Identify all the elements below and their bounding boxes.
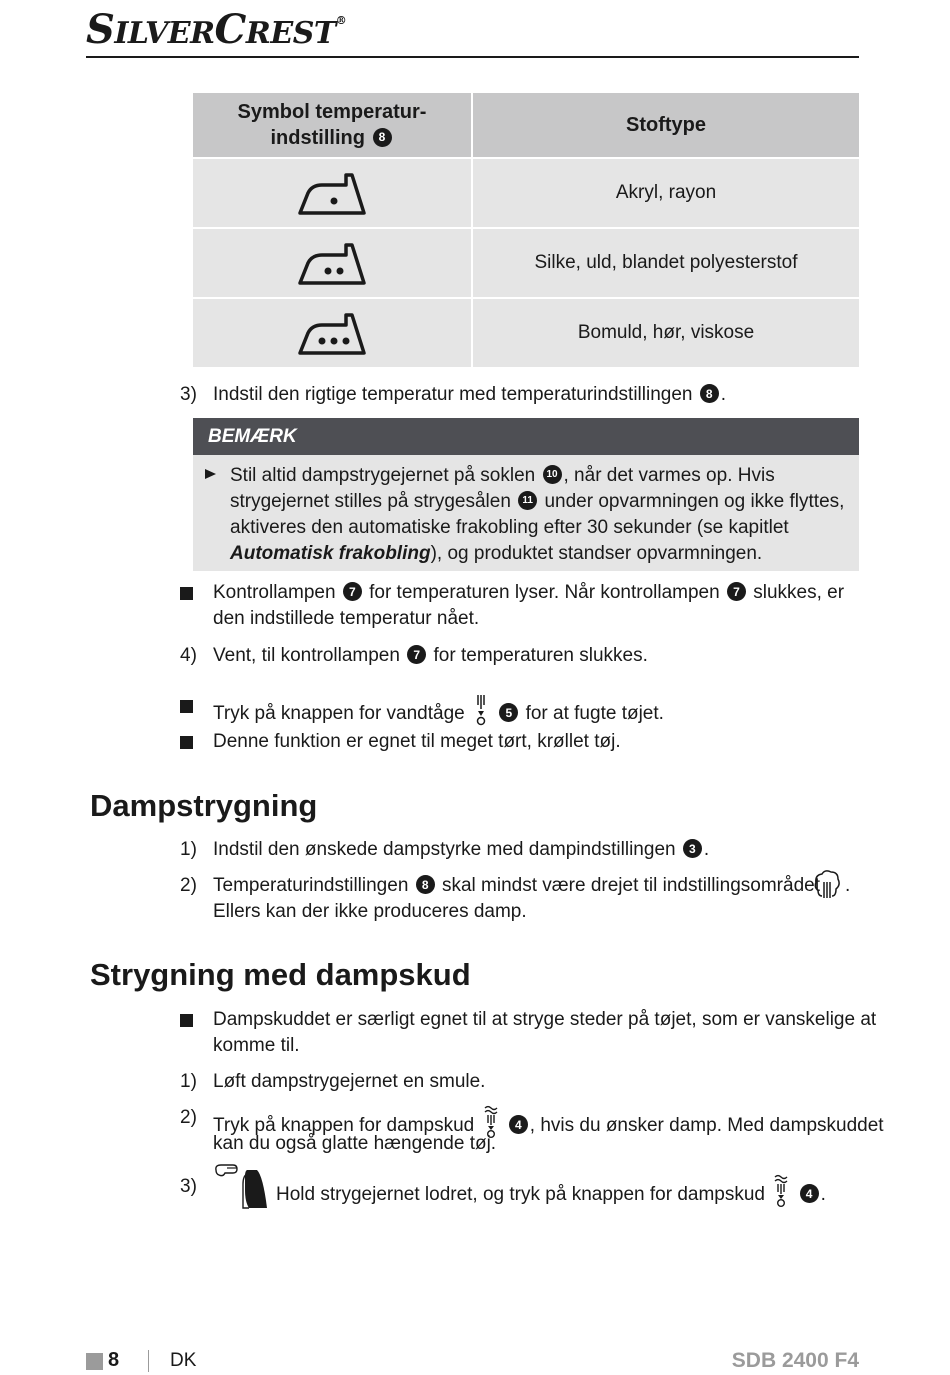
bullet-text-line2: den indstillede temperatur nået. [213, 608, 480, 629]
spray-mist-icon [474, 693, 488, 727]
ref-number-badge: 3 [683, 839, 702, 858]
bullet-text: Kontrollampen 7 for temperaturen lyser. Når kontrollampen 7 slukkes, er [213, 582, 845, 603]
iron-three-dots-icon [193, 297, 473, 367]
ref-number-badge: 8 [416, 875, 435, 894]
ref-number-badge: 7 [407, 645, 426, 664]
page-number: 8 [108, 1349, 120, 1371]
bullet-square-icon [180, 736, 193, 749]
iron-one-dot-icon [193, 157, 473, 227]
table-header-row [193, 93, 859, 157]
fabric-cell: Silke, uld, blandet polyesterstof [473, 227, 859, 297]
table-row [193, 157, 859, 227]
iron-two-dots-icon [193, 227, 473, 297]
chapter-reference: Automatisk frakobling [230, 543, 431, 564]
bullet-square-icon [180, 1014, 193, 1027]
section-title: Strygning med dampskud [90, 957, 471, 992]
ref-number-badge: 7 [727, 582, 746, 601]
footer-divider [148, 1350, 149, 1372]
step-text: Løft dampstrygejernet en smule. [213, 1071, 486, 1092]
step-marker: 2) [180, 1107, 197, 1128]
arrow-bullet-icon [205, 469, 216, 479]
bullet-square-icon [180, 700, 193, 713]
table-header-fabric: Stoftype [473, 93, 859, 157]
step-marker: 1) [180, 1071, 197, 1092]
bullet-text: Tryk på knappen for vandtåge 5 for at fugte tøjet. [213, 693, 664, 727]
note-title: BEMÆRK [193, 418, 859, 455]
bullet-text: Dampskuddet er særligt egnet til at stryge steder på tøjet, som er vanskelige at [213, 1009, 877, 1030]
step-text: Indstil den ønskede dampstyrke med dampindstillingen 3 . [213, 839, 710, 860]
ref-number-badge: 10 [543, 465, 562, 484]
bullet-square-icon [180, 587, 193, 600]
note-text: Stil altid dampstrygejernet på soklen 10 , når det varmes op. Hvis strygejernet stilles på strygesålen 11 under opvarmningen og ikke flyttes, aktiveres den automatiske frakobling efter 30 sekunder (se kapitlet Automatisk frakobling), og produktet standser opvarmningen. [230, 465, 845, 564]
vertical-iron-icon [213, 1162, 271, 1210]
step-text-line2: kan du også glatte hængende tøj. [213, 1133, 497, 1154]
steam-range-icon [813, 868, 841, 900]
ref-number-badge: 8 [373, 128, 392, 147]
step-text-line2: Ellers kan der ikke produceres damp. [213, 901, 527, 922]
steam-burst-icon [773, 1174, 789, 1208]
step-text: Hold strygejernet lodret, og tryk på knappen for dampskud 4 . [276, 1174, 826, 1208]
step-marker: 3) [180, 384, 197, 405]
header-rule [86, 56, 859, 58]
ref-number-badge: 4 [509, 1115, 528, 1134]
step-3-text: Indstil den rigtige temperatur med temperaturindstillingen 8 . [213, 384, 727, 405]
ref-number-badge: 5 [499, 703, 518, 722]
language-code: DK [170, 1350, 197, 1371]
footer-square-icon [86, 1353, 103, 1370]
ref-number-badge: 11 [518, 491, 537, 510]
temperature-table [193, 93, 859, 367]
step-text: Tryk på knappen for dampskud 4 , hvis du ønsker damp. Med dampskuddet [213, 1105, 884, 1139]
step-4-text: Vent, til kontrollampen 7 for temperaturen slukkes. [213, 645, 648, 666]
step-marker: 1) [180, 839, 197, 860]
ref-number-badge: 7 [343, 582, 362, 601]
brand-logo: SILVERCREST® [86, 6, 347, 53]
bullet-text: Denne funktion er egnet til meget tørt, krøllet tøj. [213, 731, 621, 752]
fabric-cell: Bomuld, hør, viskose [473, 297, 859, 367]
table-header-symbol: Symbol temperatur-indstilling 8 [193, 93, 473, 157]
step-text-end: . [845, 875, 851, 896]
step-marker: 3) [180, 1176, 197, 1197]
table-row [193, 297, 859, 367]
section-title: Dampstrygning [90, 788, 318, 823]
bullet-text-line2: komme til. [213, 1035, 300, 1056]
step-text: Temperaturindstillingen 8 skal mindst være drejet til indstillingsområdet [213, 875, 820, 896]
step-marker: 4) [180, 645, 197, 666]
ref-number-badge: 8 [700, 384, 719, 403]
table-row [193, 227, 859, 297]
ref-number-badge: 4 [800, 1184, 819, 1203]
fabric-cell: Akryl, rayon [473, 157, 859, 227]
step-marker: 2) [180, 875, 197, 896]
model-number: SDB 2400 F4 [731, 1349, 859, 1372]
